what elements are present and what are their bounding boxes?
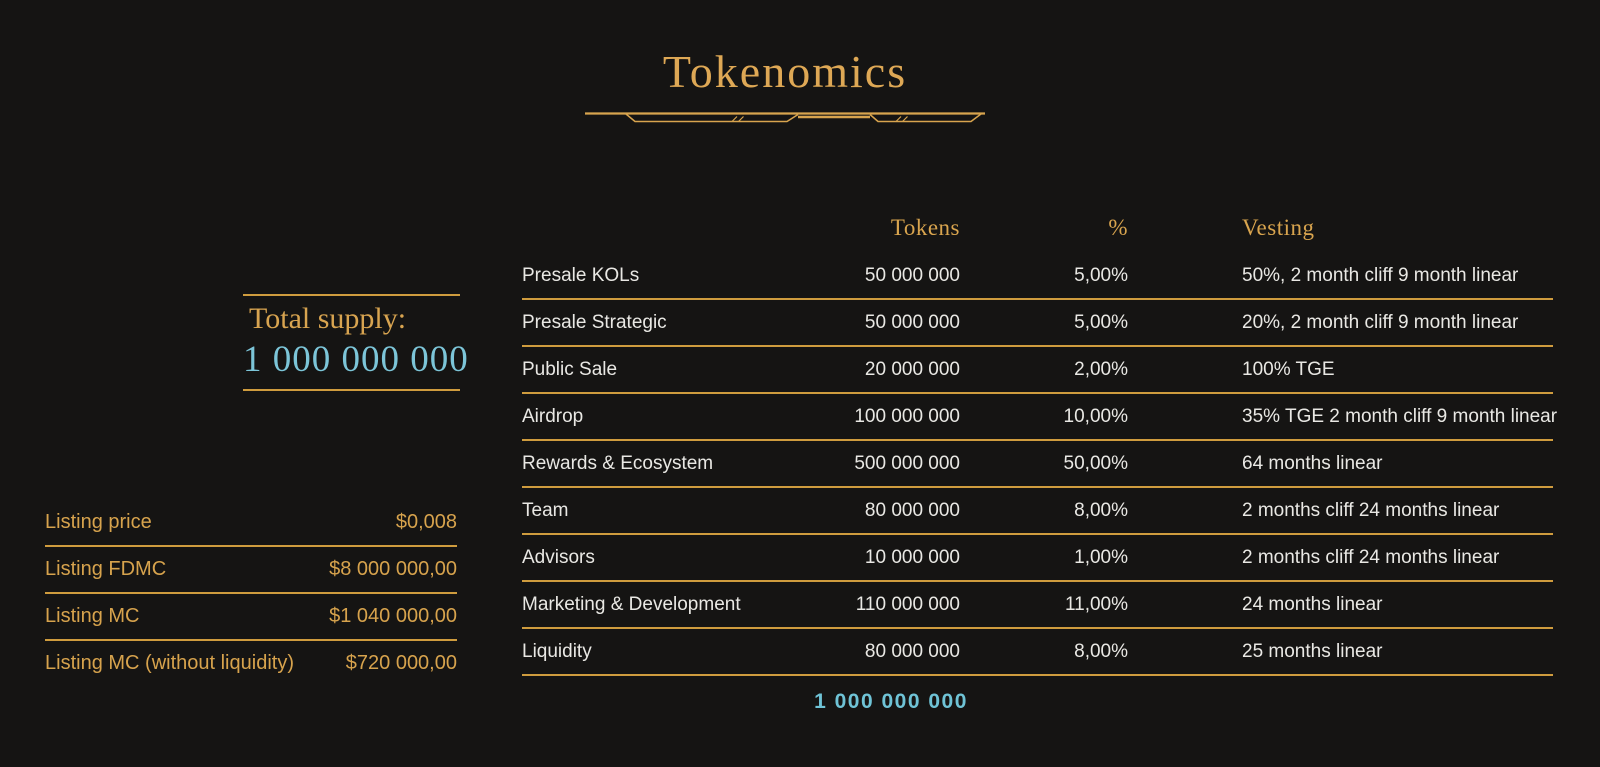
cell-category: Public Sale: [522, 358, 618, 380]
cell-percent: 8,00%: [1074, 499, 1128, 521]
cell-percent: 2,00%: [1074, 358, 1128, 380]
cell-tokens: 100 000 000: [854, 405, 960, 427]
cell-vesting: 25 months linear: [1242, 640, 1383, 662]
allocation-table-header: [522, 202, 1553, 253]
cell-category: Rewards & Ecosystem: [522, 452, 714, 474]
table-row: [522, 488, 1553, 535]
cell-tokens: 50 000 000: [864, 264, 960, 286]
divider-ornament-icon: [584, 111, 986, 126]
cell-category: Marketing & Development: [522, 593, 741, 615]
listing-metrics-table: [45, 500, 457, 686]
listing-label: Listing FDMC: [45, 558, 167, 580]
cell-tokens: 500 000 000: [854, 452, 960, 474]
cell-tokens: 10 000 000: [864, 546, 960, 568]
total-supply-label: Total supply:: [249, 302, 407, 335]
listing-value: $1 040 000,00: [329, 605, 457, 627]
cell-vesting: 35% TGE 2 month cliff 9 month linear: [1242, 405, 1558, 427]
total-supply-block: [243, 294, 469, 391]
listing-label: Listing MC (without liquidity): [45, 652, 294, 674]
total-supply-value: 1 000 000 000: [243, 339, 469, 380]
table-row: [522, 300, 1553, 347]
header-percent: %: [1108, 214, 1128, 240]
cell-percent: 10,00%: [1063, 405, 1128, 427]
cell-vesting: 2 months cliff 24 months linear: [1242, 499, 1500, 521]
header-tokens: Tokens: [890, 214, 960, 240]
cell-vesting: 2 months cliff 24 months linear: [1242, 546, 1500, 568]
allocation-total-value: 1 000 000 000: [814, 690, 968, 713]
table-row: [45, 547, 457, 594]
cell-percent: 1,00%: [1074, 546, 1128, 568]
table-row: [45, 500, 457, 547]
listing-value: $8 000 000,00: [329, 558, 457, 580]
table-row: [522, 582, 1553, 629]
cell-percent: 5,00%: [1074, 311, 1128, 333]
cell-category: Presale Strategic: [522, 311, 667, 333]
table-row: [45, 641, 457, 686]
listing-value: $0,008: [395, 511, 457, 533]
cell-category: Team: [522, 499, 569, 521]
table-row: [522, 441, 1553, 488]
cell-tokens: 110 000 000: [855, 593, 960, 615]
cell-category: Advisors: [522, 546, 595, 568]
cell-category: Liquidity: [522, 640, 592, 662]
allocation-total-row: [522, 676, 1553, 728]
table-row: [522, 347, 1553, 394]
listing-value: $720 000,00: [345, 652, 457, 674]
cell-percent: 8,00%: [1074, 640, 1128, 662]
cell-percent: 5,00%: [1074, 264, 1128, 286]
page-title: Tokenomics: [662, 46, 908, 97]
table-row: [522, 535, 1553, 582]
cell-category: Presale KOLs: [522, 264, 640, 286]
table-row: [522, 253, 1553, 300]
cell-category: Airdrop: [522, 405, 584, 427]
cell-vesting: 100% TGE: [1242, 358, 1335, 380]
cell-percent: 50,00%: [1063, 452, 1128, 474]
cell-tokens: 20 000 000: [864, 358, 960, 380]
header-vesting: Vesting: [1242, 214, 1315, 240]
table-row: [522, 629, 1553, 676]
listing-label: Listing price: [45, 511, 152, 533]
total-supply-top-rule: [243, 294, 460, 296]
table-row: [522, 394, 1558, 441]
cell-vesting: 50%, 2 month cliff 9 month linear: [1242, 264, 1519, 286]
cell-vesting: 20%, 2 month cliff 9 month linear: [1242, 311, 1519, 333]
cell-vesting: 64 months linear: [1242, 452, 1383, 474]
page-header: [390, 44, 1180, 126]
cell-vesting: 24 months linear: [1242, 593, 1383, 615]
cell-tokens: 80 000 000: [864, 640, 960, 662]
allocation-table: [522, 202, 1558, 728]
table-row: [45, 594, 457, 641]
cell-percent: 11,00%: [1064, 593, 1128, 615]
total-supply-bottom-rule: [243, 389, 460, 391]
cell-tokens: 50 000 000: [864, 311, 960, 333]
cell-tokens: 80 000 000: [864, 499, 960, 521]
listing-label: Listing MC: [45, 605, 140, 627]
